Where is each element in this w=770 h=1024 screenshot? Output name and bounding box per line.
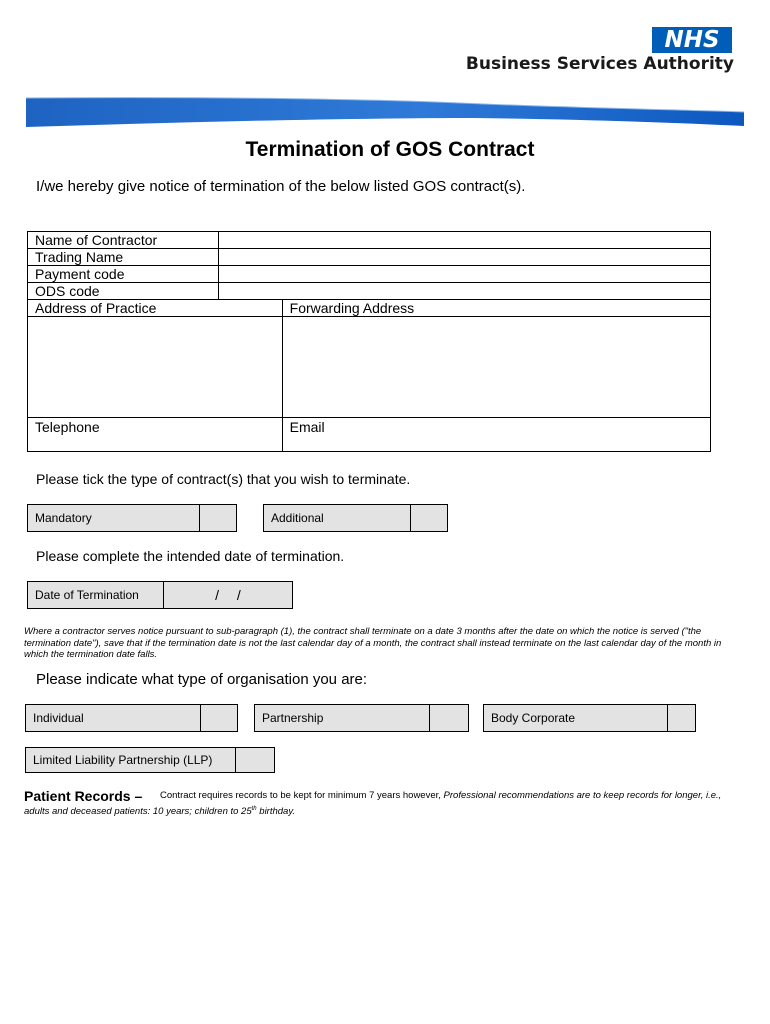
individual-option[interactable] <box>25 704 238 732</box>
patient-records-text-part2: Professional recommendations are to keep records for longer, i.e., adults and deceased patients: 10 years; children to 25 <box>24 790 722 817</box>
ods-code-label: ODS code <box>28 283 219 300</box>
nhs-logo: NHS <box>652 27 732 53</box>
individual-label: Individual <box>26 705 201 731</box>
patient-records-text-part3: birthday. <box>259 805 296 817</box>
partnership-label: Partnership <box>255 705 430 731</box>
forwarding-address-field[interactable] <box>282 317 710 418</box>
address-of-practice-field[interactable] <box>28 317 283 418</box>
additional-checkbox[interactable] <box>411 505 447 531</box>
email-label: Email <box>289 419 325 435</box>
contractor-details-table <box>27 231 711 452</box>
date-of-termination-label: Date of Termination <box>28 582 164 608</box>
org-name: Business Services Authority <box>465 54 734 74</box>
contract-type-instruction: Please tick the type of contract(s) that you wish to terminate. <box>36 471 411 487</box>
payment-code-label: Payment code <box>28 266 219 283</box>
body-corporate-checkbox[interactable] <box>668 705 695 731</box>
name-of-contractor-field[interactable] <box>218 232 710 249</box>
name-of-contractor-label: Name of Contractor <box>28 232 219 249</box>
email-field[interactable] <box>282 418 710 452</box>
header-swoosh-banner <box>24 94 746 128</box>
telephone-field[interactable] <box>28 418 283 452</box>
patient-records-text-part1: Contract requires records to be kept for minimum 7 years however, <box>160 790 441 801</box>
date-of-termination-field[interactable]: / / <box>164 582 292 608</box>
trading-name-field[interactable] <box>218 249 710 266</box>
individual-checkbox[interactable] <box>201 705 237 731</box>
payment-code-field[interactable] <box>218 266 710 283</box>
additional-option[interactable] <box>263 504 448 532</box>
llp-option[interactable] <box>25 747 275 773</box>
body-corporate-option[interactable] <box>483 704 696 732</box>
additional-label: Additional <box>264 505 411 531</box>
patient-records-text <box>24 790 744 818</box>
termination-date-row <box>27 581 293 609</box>
telephone-label: Telephone <box>35 419 100 435</box>
body-corporate-label: Body Corporate <box>484 705 668 731</box>
intro-text: I/we hereby give notice of termination of the below listed GOS contract(s). <box>36 178 526 195</box>
partnership-checkbox[interactable] <box>430 705 468 731</box>
trading-name-label: Trading Name <box>28 249 219 266</box>
page-title: Termination of GOS Contract <box>245 138 535 161</box>
mandatory-option[interactable] <box>27 504 237 532</box>
ods-code-field[interactable] <box>218 283 710 300</box>
partnership-option[interactable] <box>254 704 469 732</box>
llp-label: Limited Liability Partnership (LLP) <box>26 748 236 772</box>
termination-note: Where a contractor serves notice pursuant to sub-paragraph (1), the contract shall terminate on a date 3 months after the date on which the notice is served ("the termination date"), save that if the termination date is not the last calendar day of a month, the contract shall instead terminate on the last calendar day of the month in which the termination date falls. <box>24 626 722 660</box>
mandatory-label: Mandatory <box>28 505 200 531</box>
termination-date-instruction: Please complete the intended date of termination. <box>36 548 345 564</box>
forwarding-address-label: Forwarding Address <box>282 300 710 317</box>
llp-checkbox[interactable] <box>236 748 274 772</box>
patient-records-superscript: th <box>251 805 257 812</box>
organisation-instruction: Please indicate what type of organisation you are: <box>36 671 368 688</box>
patient-records-heading: Patient Records – <box>24 788 143 804</box>
address-of-practice-label: Address of Practice <box>28 300 283 317</box>
mandatory-checkbox[interactable] <box>200 505 236 531</box>
